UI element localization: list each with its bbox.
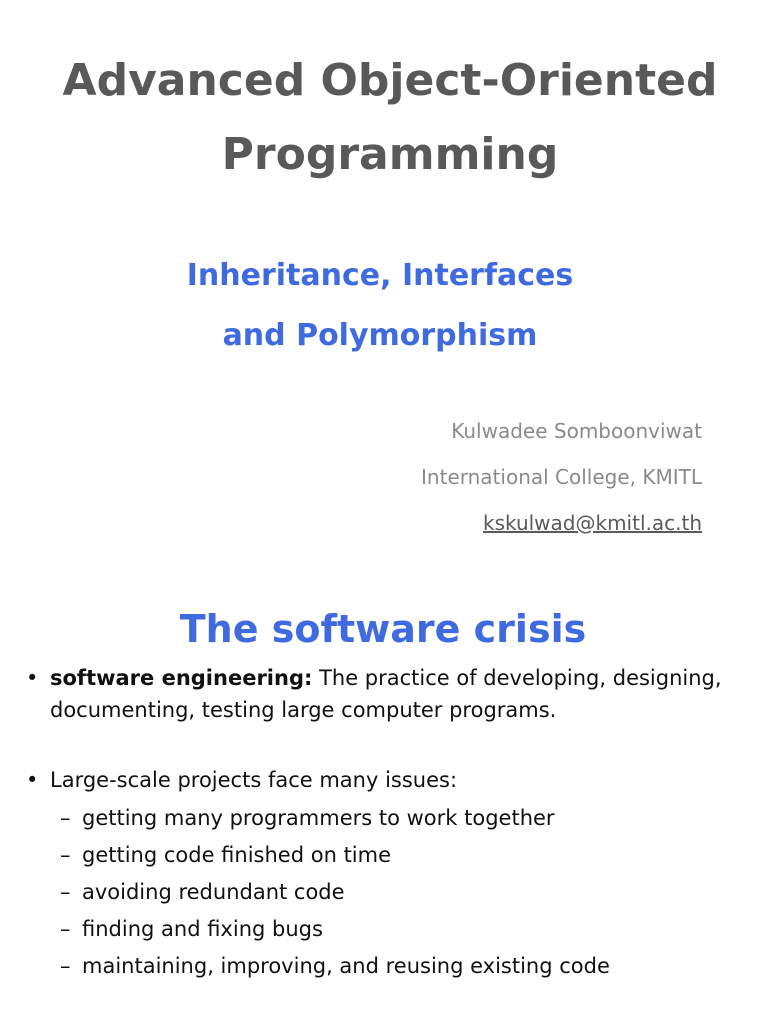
dash-icon: – bbox=[60, 954, 71, 978]
bullet-term: software engineering: bbox=[50, 666, 313, 690]
bullet-item bbox=[24, 764, 744, 985]
slide-title: The software crisis bbox=[179, 607, 587, 651]
content-slide bbox=[0, 580, 768, 1024]
bullet-text: The practice of developing, designing, documenting, testing large computer programs. bbox=[50, 666, 722, 722]
dash-icon: – bbox=[60, 917, 71, 941]
author-email-link[interactable]: kskulwad@kmitl.ac.th bbox=[482, 511, 702, 535]
main-title-line-2: Programming bbox=[221, 129, 559, 180]
author-name: Kulwadee Somboonviwat bbox=[451, 419, 702, 443]
sub-bullet-text: maintaining, improving, and reusing existing code bbox=[82, 954, 610, 978]
author-block bbox=[421, 408, 702, 546]
sub-bullet-text: getting many programmers to work together bbox=[82, 806, 555, 830]
dash-icon: – bbox=[60, 843, 71, 867]
bullet-item bbox=[24, 662, 744, 726]
main-title-line-1: Advanced Object-Oriented bbox=[62, 55, 718, 106]
sub-bullet-text: avoiding redundant code bbox=[82, 880, 345, 904]
sub-bullet-item bbox=[50, 800, 744, 837]
subtitle bbox=[0, 246, 760, 366]
subtitle-line-1: Inheritance, Interfaces bbox=[186, 258, 574, 293]
bullet-text: Large-scale projects face many issues: bbox=[50, 768, 458, 792]
sub-bullet-item bbox=[50, 948, 744, 985]
sub-bullet-text: finding and fixing bugs bbox=[82, 917, 323, 941]
dash-icon: – bbox=[60, 806, 71, 830]
sub-bullet-text: getting code finished on time bbox=[82, 843, 392, 867]
sub-bullet-list bbox=[50, 800, 744, 985]
bullet-dot-icon: • bbox=[26, 768, 39, 792]
bullet-dot-icon: • bbox=[26, 666, 39, 690]
author-affiliation: International College, KMITL bbox=[421, 465, 702, 489]
dash-icon: – bbox=[60, 880, 71, 904]
sub-bullet-item bbox=[50, 874, 744, 911]
subtitle-line-2: and Polymorphism bbox=[222, 318, 538, 353]
sub-bullet-item bbox=[50, 911, 744, 948]
main-title bbox=[0, 44, 768, 192]
bullet-list bbox=[24, 662, 744, 985]
sub-bullet-item bbox=[50, 837, 744, 874]
